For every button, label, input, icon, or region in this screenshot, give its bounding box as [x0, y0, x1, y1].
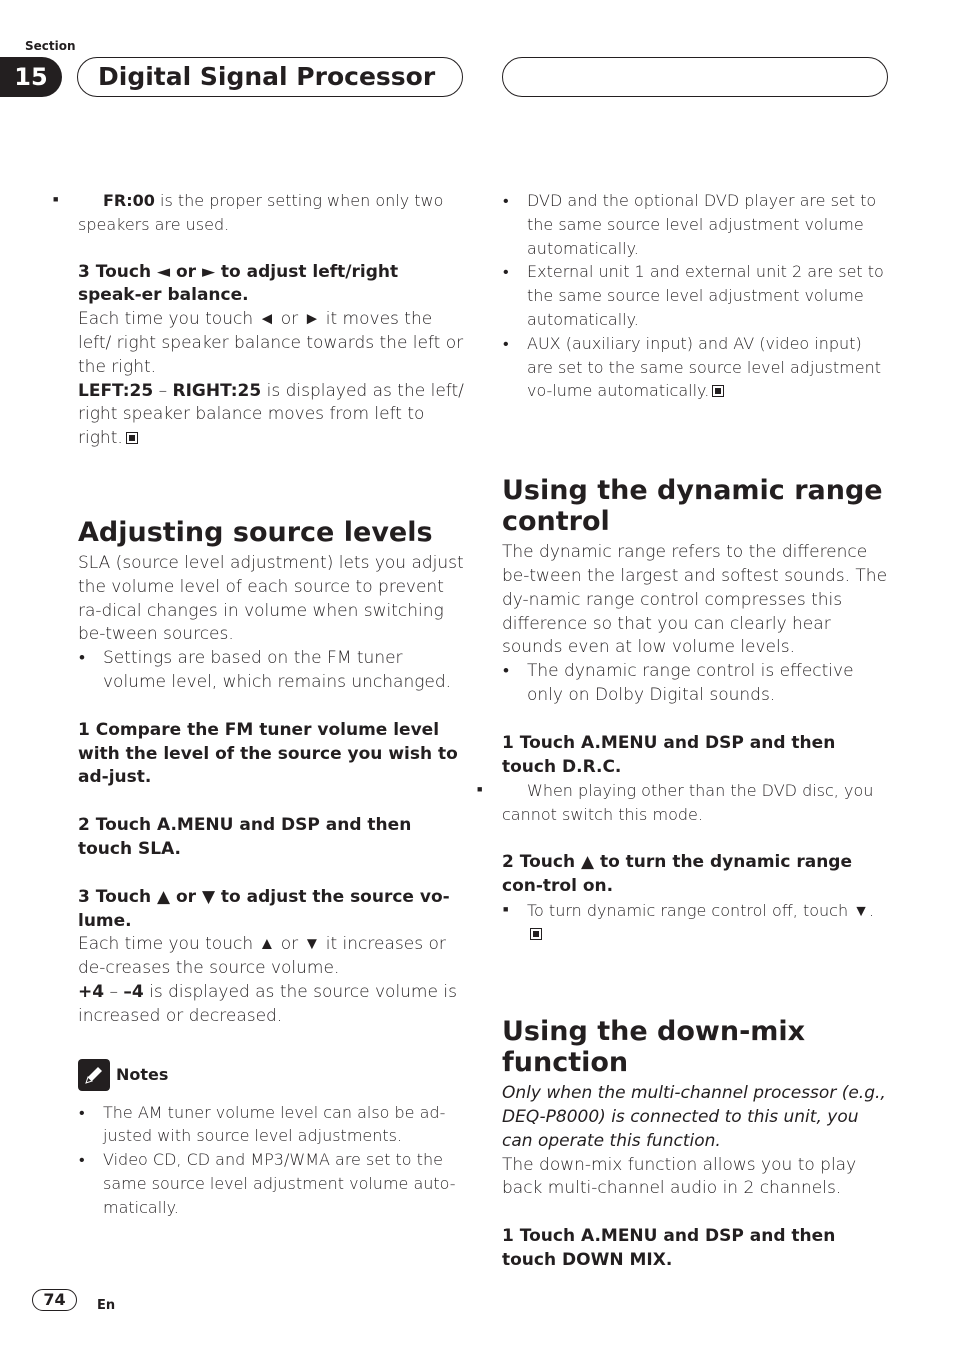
page-number: 74: [32, 1289, 77, 1311]
pencil-icon: [78, 1059, 110, 1091]
fr-note-text: is the proper setting when only two speakers are used.: [78, 191, 444, 234]
drc-bullet: • The dynamic range control is effective only on Dolby Digital sounds.: [502, 660, 888, 708]
dm-condition: Only when the multi-channel processor (e.g., DEQ-P8000) is connected to this unit, you can operate this function.: [502, 1083, 886, 1151]
sla-bullet: • Settings are based on the FM tuner volume level, which remains unchanged.: [78, 647, 464, 695]
sla-heading: Adjusting source levels: [78, 516, 433, 548]
bullet-aux: [502, 332, 888, 403]
sla-step3: 3 Touch ▲ or ▼ to adjust the source vo-lume.: [78, 886, 450, 931]
dm-heading: Using the down-mix function: [502, 1016, 806, 1079]
sla-step1: 1 Compare the FM tuner volume level with the level of the source you wish to ad-just.: [78, 719, 458, 788]
end-mark-icon: [712, 385, 724, 397]
sla-step2: 2 Touch A.MENU and DSP and then touch SLA.: [78, 815, 412, 859]
balance-dash: –: [153, 380, 173, 401]
right-column: [502, 189, 888, 1273]
sla-minus: –4: [123, 981, 144, 1002]
sla-range-rest: is displayed as the source volume is increased or decreased.: [78, 981, 457, 1026]
notes-label: Notes: [116, 1065, 169, 1085]
balance-right: RIGHT:25: [172, 380, 262, 401]
empty-title-frame: [502, 57, 888, 97]
left-column: [78, 189, 464, 1220]
drc-heading: Using the dynamic range control: [502, 475, 883, 538]
balance-range: [78, 380, 464, 451]
note-2: • Video CD, CD and MP3/WMA are set to the same source level adjustment volume auto-matically.: [78, 1148, 464, 1219]
note-1: • The AM tuner volume level can also be ad-justed with source level adjustments.: [78, 1101, 464, 1149]
end-mark-icon: [126, 432, 138, 444]
drc-step2: 2 Touch ▲ to turn the dynamic range con-trol on.: [502, 851, 853, 896]
dm-intro: The down-mix function allows you to play back multi-channel audio in 2 channels.: [502, 1154, 857, 1199]
sla-dash: –: [104, 981, 124, 1002]
section-number-badge: 15: [0, 57, 62, 97]
step3-balance: 3 Touch ◄ or ► to adjust left/right speak-er balance.: [78, 261, 399, 306]
fr-note: [78, 189, 464, 237]
chapter-title: Digital Signal Processor: [77, 57, 463, 97]
sla-range: [78, 981, 464, 1029]
bullet-dvd: • DVD and the optional DVD player are set to the same source level adjustment volume automatically.: [502, 189, 888, 260]
notes-header: [78, 1059, 464, 1091]
bullet-ext: • External unit 1 and external unit 2 are set to the same source level adjustment volume automatically.: [502, 260, 888, 331]
drc-step1-note: ■ When playing other than the DVD disc, you cannot switch this mode.: [502, 779, 888, 827]
drc-step2-note: [502, 899, 888, 947]
fr-note-bold: FR:00: [103, 191, 155, 210]
language-code: En: [97, 1298, 116, 1313]
drc-step2-note-text: To turn dynamic range control off, touch ▼.: [527, 900, 875, 920]
end-mark-icon: [530, 928, 542, 940]
section-label: Section: [25, 39, 76, 53]
balance-left: LEFT:25: [78, 380, 154, 401]
bullet-aux-text: AUX (auxiliary input) and AV (video input) are set to the same source level adjustment vo-lume automatically.: [527, 333, 881, 401]
sla-intro: SLA (source level adjustment) lets you adjust the volume level of each source to prevent ra-dical changes in volume when switching be-tween sources.: [78, 552, 464, 645]
sla-plus: +4: [78, 981, 105, 1002]
sla-step3-body: Each time you touch ▲ or ▼ it increases or de-creases the source volume.: [78, 934, 446, 979]
drc-intro: The dynamic range refers to the difference be-tween the largest and softest sounds. The dy-namic range control compresses this difference so that you can clearly hear sounds even at low volume levels.: [502, 542, 888, 658]
balance-body: Each time you touch ◄ or ► it moves the left/ right speaker balance towards the left or the right.: [78, 309, 464, 377]
balance-rest: is displayed as the left/ right speaker balance moves from left to right.: [78, 380, 464, 449]
drc-step1: 1 Touch A.MENU and DSP and then touch D.R.C.: [502, 732, 836, 777]
dm-step1: 1 Touch A.MENU and DSP and then touch DOWN MIX.: [502, 1226, 836, 1270]
